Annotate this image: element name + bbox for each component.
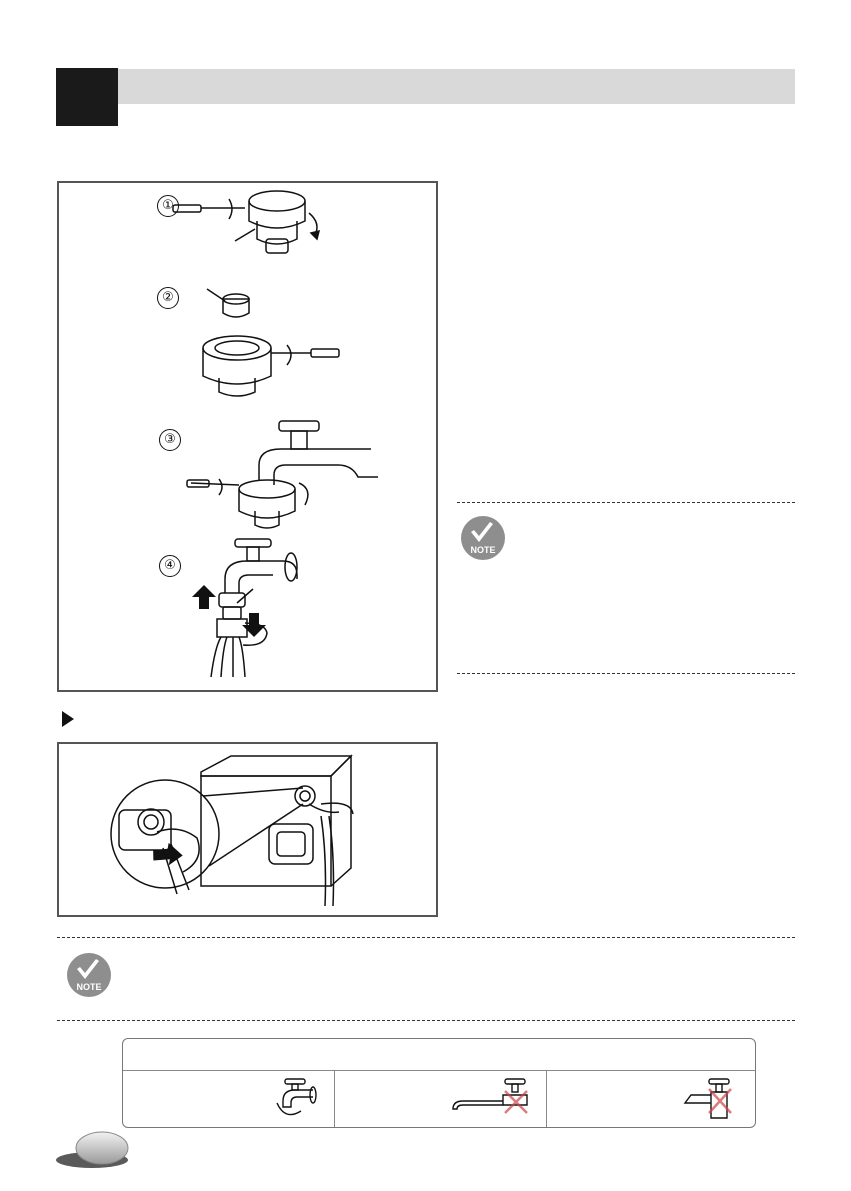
tap-adapter-illustration: [59, 183, 436, 690]
step-1-number: ①: [157, 195, 179, 217]
faucet-type-table: [122, 1038, 756, 1128]
note-divider-top: [457, 502, 795, 503]
faucet-long-spout-cell: [335, 1071, 547, 1127]
bottom-note-divider-bottom: [57, 1020, 795, 1021]
step-3-number: ③: [159, 429, 181, 451]
step-2-number: ②: [157, 287, 179, 309]
hose-connection-figure: [57, 742, 438, 917]
step-3-drawing: [187, 421, 378, 528]
bottom-note-divider-top: [57, 937, 795, 938]
faucet-suitable-icon: [267, 1075, 327, 1125]
faucet-table-header: [123, 1039, 755, 1071]
right-triangle-icon: [62, 711, 74, 727]
faucet-single-lever-icon: [679, 1073, 749, 1123]
note-icon-label: NOTE: [470, 545, 496, 555]
faucet-single-lever-cell: [547, 1071, 756, 1127]
note-divider-bottom: [457, 673, 795, 674]
note-checkmark-icon: [460, 515, 506, 561]
tap-adapter-figure: [57, 181, 438, 692]
note-icon-label: NOTE: [76, 982, 102, 992]
note-checkmark-icon: [66, 952, 112, 998]
step-4-drawing: [211, 539, 297, 677]
section-title-bar: [118, 69, 795, 104]
step-4-number: ④: [159, 555, 181, 577]
page-number-tab: [54, 1130, 130, 1170]
faucet-long-spout-icon: [443, 1073, 543, 1123]
section-number-box: [56, 68, 118, 126]
step-1-drawing: [173, 191, 319, 253]
washer-hose-illustration: [59, 744, 436, 915]
step-2-drawing: [203, 289, 339, 396]
faucet-suitable-cell: [123, 1071, 335, 1127]
